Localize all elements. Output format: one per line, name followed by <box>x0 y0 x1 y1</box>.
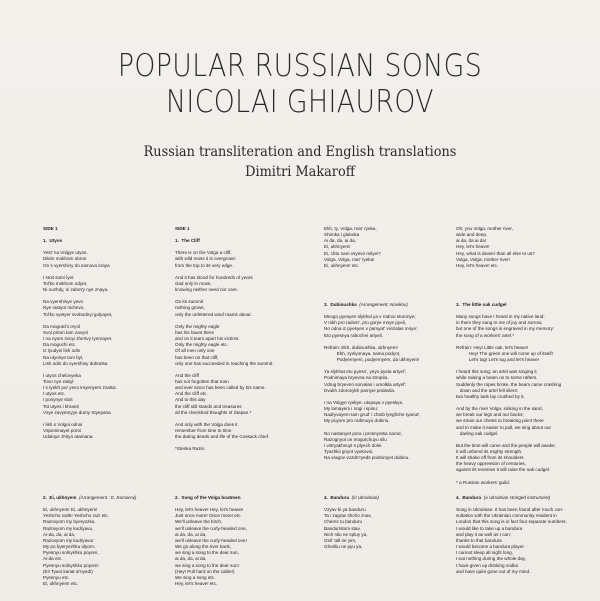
song-credit: (in Ukrainian) <box>351 495 379 500</box>
song-title: 2. Song of the Volga boatmen <box>175 495 241 500</box>
lyric-line: I heard this song; an artel was singing it <box>456 369 537 375</box>
lyric-line: On s vyershiny do samovo kraya <box>43 262 110 268</box>
lyric-line: And only with the Volga does it <box>175 421 238 427</box>
lyric-line: the heavy oppression of centuries, <box>456 461 526 467</box>
lyric-line: Gnil' tall ne yim, <box>324 537 357 543</box>
lyric-line: Tovo nye zabyl <box>43 378 74 384</box>
lyric-line: we break our legs and our backs; <box>456 412 524 418</box>
song-credit: (a Ukrainian stringed instrument) <box>483 495 551 500</box>
lyric-line: and have quite gone out of my mind. <box>456 568 531 574</box>
lyric-line: Of all men only one <box>175 348 215 354</box>
lyric-line: * a Russian workers' guild. <box>456 479 510 485</box>
lyric-line: while raising a beam on to some rafters. <box>456 375 538 381</box>
lyric-line: Tol'ko mokhom odyet, <box>43 280 88 286</box>
song-title: 2. Ei, ukhnyem <box>43 495 77 500</box>
lyric-line: ai da, da, ai da, <box>175 556 207 562</box>
side-label: SIDE 1 <box>175 226 190 231</box>
lyric-line: I utyos etc. <box>43 391 66 397</box>
lyric-line: in them they sang to me of joy and sorrow, <box>456 320 543 326</box>
lyrics-block <box>175 507 305 587</box>
lyric-line: My po byeryezhku idyom, <box>43 544 96 550</box>
lyric-line: Da mogutchi oryol <box>43 323 81 329</box>
lyric-line: two healthy lads lay crushed by it. <box>456 393 525 399</box>
lyric-line: Razovyom my kudryavu! <box>43 537 94 543</box>
lyric-line: My lamayem i nogi i spinu; <box>324 406 379 412</box>
lyric-line: Razognyot on mogutchuyu silu <box>324 436 387 442</box>
lyric-line: Suddenly the ropes broke, the beam came crashing <box>456 381 562 387</box>
lyrics-block <box>324 226 454 269</box>
lyric-line: Vsye zavyetnyye dumy Styepana <box>43 409 111 415</box>
lyric-line: from the top to its very edge. <box>175 262 234 268</box>
lyric-line: Yeshcho razik! Yeshcho raz! etc. <box>43 513 109 519</box>
lyric-line: Vspominayet poroi <box>43 428 82 434</box>
lyric-line: has been on that cliff, <box>175 354 219 360</box>
lyric-line: On its summit <box>175 299 204 305</box>
lyric-line: ai da, da, ai da, <box>175 531 207 537</box>
lyric-line: I would like to take up a bandura <box>456 525 523 531</box>
lyric-line: Many songs have I heard in my native land; <box>456 314 545 320</box>
lyric-line: I eat nothing during the whole day, <box>456 556 526 562</box>
lyric-line: with wild moss it is overgrown <box>175 256 236 262</box>
lyric-line: Ei, ukhnyem! etc. <box>43 581 79 587</box>
song-title-line <box>324 495 454 501</box>
lyric-line: Only the mighty eagle etc. <box>175 342 229 348</box>
lyric-line: Vdrug bryevno sorvalas i umolkla artyel': <box>324 381 407 387</box>
lyric-line: No odna iz pyesyen v pamyat' vrezalas mnye: <box>324 326 418 332</box>
lyric-line: we'll unleave the curly-headed one! <box>175 537 247 543</box>
lyric-line: Hey, let's heave! Hey, let's heave! <box>175 507 244 513</box>
lyric-line: Tyazhkii gnyot vyekovoi, <box>324 448 374 454</box>
lyric-line: Pyesnyu solnyshku poyom, <box>43 550 99 556</box>
lyric-line: Only the mighty eagle <box>175 323 220 329</box>
lyric-line: And to this day <box>175 397 206 403</box>
column-3-mid <box>324 302 454 461</box>
lyric-line: Ei, ukhnyem! <box>324 244 351 250</box>
lyric-line: nothing grows, <box>175 305 205 311</box>
lyric-line: Nadryvayem tam grud' i chtob lyeghche tyanut', <box>324 412 421 418</box>
song-credit: (Arrangement : E. Komarov) <box>79 495 137 500</box>
lyric-line: and to make it easier to pull, we sing about our <box>456 424 551 430</box>
song-title: 3. Dubinushka <box>324 302 357 307</box>
column-4-mid <box>456 302 586 486</box>
column-3-lower <box>324 495 454 550</box>
column-3 <box>324 226 454 269</box>
lyric-line: Svoi priton tam zavyol <box>43 329 88 335</box>
lyric-line: Cherez tu banduru <box>324 519 363 525</box>
lyric-line: Razovyom my byeryozku, <box>43 519 96 525</box>
lyric-line: I cannot sleep all night long, <box>456 550 513 556</box>
subtitle: Russian transliteration and English translations <box>143 144 457 160</box>
lyric-line: the daring deeds and life of the Cossack chief. <box>175 434 270 440</box>
lyric-line: Shiroka i gluboka <box>324 232 360 238</box>
column-1-lower <box>43 495 173 587</box>
lyric-line: Volga, Volga, mother river! <box>456 256 510 262</box>
lyric-line: We go along the river bank, <box>175 544 232 550</box>
lyric-line: Vzyav bi ya banduru <box>324 507 366 513</box>
lyric-line: we strain our chests to breaking point there <box>456 418 544 424</box>
lyric-line: Ei, ukhnyem! Ei, ukhnyem! <box>43 507 98 513</box>
lyric-line: I have given up drinking vodka <box>456 562 519 568</box>
lyric-line: Na vragov vozdn'ryeds podnimyet dubinu. <box>324 455 410 461</box>
lyric-line: Hey, let's heave! etc. <box>175 581 218 587</box>
lyric-line: Ekh, zyelyonaya, sama podyot, <box>324 350 401 356</box>
lyric-line: wide and deep, <box>456 232 488 238</box>
lyrics-block <box>456 314 586 486</box>
lyrics-block <box>324 314 454 461</box>
lyric-line: Refrain: Hey! Little oak, let's heave! <box>456 344 529 350</box>
lyric-line: I vstryakhnuyt s plyech dolei <box>324 442 382 448</box>
lyric-line: *Stenka Razin. <box>175 446 206 452</box>
lyric-line: only one has succeeded in reaching the summit. <box>175 360 274 366</box>
song-title: 4. Bandura <box>324 495 350 500</box>
lyric-line: the song of a workers' artel.* <box>456 332 515 338</box>
lyric-line: Ni nuzhdy, ni zabot'y nye znaya. <box>43 287 109 293</box>
artist-name: NICOLAI GHIAUROV <box>166 84 434 120</box>
lyric-line: Hey, let's heave! etc. <box>456 262 499 268</box>
lyric-line: It will shake off from its shoulders <box>456 455 524 461</box>
lyric-line: Podnimaya bryevna na stropila. <box>324 375 389 381</box>
lyric-line: against its enemies it will raise the oak cudgel. <box>456 467 551 473</box>
lyric-line: I ponynye stoit <box>43 397 73 403</box>
lyric-line: Ei, chto nam vsyevo milyei? <box>324 250 381 256</box>
song-credit: (Arrangement: Novikov) <box>359 302 408 307</box>
lyrics-block <box>43 250 173 440</box>
lyric-line: Tot utyes i khranit <box>43 403 79 409</box>
column-4-lower <box>456 495 586 575</box>
lyric-line: London that this song is in fact four separate numbers. <box>456 519 567 525</box>
lyric-line: Let's tug! Let's tug and let's heave! <box>456 357 540 363</box>
lyric-line: and ever since has been called by his name. <box>175 385 266 391</box>
lyric-line: Ta i zagrav shcho znav, <box>324 513 372 519</box>
lyric-line: Hey, what is dearer than all else to us? <box>456 250 535 256</box>
lyric-line: darling oak cudgel. <box>456 430 499 436</box>
lyric-line: thanks to that bandura <box>456 537 502 543</box>
song-title-line <box>456 495 586 501</box>
lyric-line: has not forgotten that man <box>175 378 229 384</box>
lyric-line: My poyom pro rodimuyu dubinu. <box>324 418 390 424</box>
lyric-line: Refrain: Ekh, dubinushka, ukhnyem! <box>324 344 398 350</box>
lyric-line: Hey, let's heave! <box>456 244 490 250</box>
lyric-line: I na Volgye ryekye, utopaya v pyeskye, <box>324 399 404 405</box>
lyric-line: and on it tears apart his victims. <box>175 336 240 342</box>
lyric-line: No nastanyet pora i prosnyotsa narod, <box>324 430 402 436</box>
lyric-line: But the time will come and the people will awake; <box>456 442 556 448</box>
lyric-line: Ai-da, da, ai da, <box>43 531 76 537</box>
lyric-line: Ya slykhat etu pyesn', yeyo pyela artyel'; <box>324 369 407 375</box>
lyric-line: Lish odin do vyershiny dobralsa <box>43 360 108 366</box>
lyric-line: Iz lyudyei lish odin <box>43 348 81 354</box>
lyric-line: all the cherished thoughts of Stepan.* <box>175 409 252 415</box>
lyric-line: Ghoriliu ne pyu ya, <box>324 544 363 550</box>
lyric-line: We sing a song etc. <box>175 574 216 580</box>
lyric-line: Mnogo pyesyen slykhal ya v rodnoi storonye; <box>324 314 416 320</box>
lyric-line: I lish s Volgoi odnoi <box>43 421 83 427</box>
lyric-line: Dikim mokhom obros <box>43 256 87 262</box>
lyric-line: Udaloye zhityo atamana. <box>43 434 94 440</box>
lyric-line: Dvukh zdorovykh parnyei pridavila. <box>324 387 396 393</box>
column-2-lower <box>175 495 305 587</box>
lyric-line: we sing a song to the dear sun! <box>175 562 239 568</box>
lyric-line: down and the artel fell silent: <box>456 387 519 393</box>
lyric-line: it will unbend its mighty strength. <box>456 448 523 454</box>
lyric-line: knowing neither need nor care. <box>175 287 239 293</box>
lyrics-block <box>456 507 586 575</box>
lyric-line: Podyernyem, podyernyem, da ukhnyem! <box>324 357 420 363</box>
lyric-line: Pyesnyu solnyshku poyom! <box>43 562 99 568</box>
lyric-line: There is on the Volga a cliff, <box>175 250 232 256</box>
translator-name: Dimitri Makaroff <box>245 164 355 180</box>
lyrics-block <box>175 250 305 452</box>
lyric-line: I na nyom svoyi zhertvy tyerzayet. <box>43 336 113 342</box>
song-title: 3. The little oak cudgel <box>456 302 507 307</box>
lyrics-block <box>43 507 173 587</box>
song-title: 1. The Cliff <box>175 238 200 244</box>
lyric-line: Ai da, da, ai da, <box>324 238 356 244</box>
lyric-line: And the cliff <box>175 372 199 378</box>
lyric-line: (Hey! Pull hard on the cable!) <box>175 568 235 574</box>
lyric-line: Bandurístom stav. <box>324 525 361 531</box>
lyric-line: Volga, Volga, mat' ryeka! <box>324 256 375 262</box>
lyric-line: sultation with the Ukrainian community resident in <box>456 513 557 519</box>
lyric-line: Da moguchi etc. <box>43 342 77 348</box>
song-title-line <box>43 495 173 501</box>
column-1 <box>43 226 173 440</box>
lyric-line: Eto pyesnya rabochei artyeli. <box>324 332 383 338</box>
lyric-line: only the unfettered wind roams about. <box>175 311 252 317</box>
lyric-line: Ekh, ty, Volga, mat' ryeka, <box>324 226 377 231</box>
lyrics-block <box>456 226 586 269</box>
lyric-line: Hey! The green one will come up of itself! <box>456 350 553 356</box>
lyric-line: and play it as well as I can; <box>456 531 511 537</box>
lyric-line: the cliff still stands and treasures <box>175 403 242 409</box>
lyric-line: Nye rastyot nichevo, <box>43 305 85 311</box>
lyric-line: And the cliff etc. <box>175 391 208 397</box>
lyric-line: Na vyershinye yevo <box>43 299 84 305</box>
lyric-line: I would become a bandura player. <box>456 544 525 550</box>
lyric-line: Sung in Ukrainian. It has been found after much con- <box>456 507 564 513</box>
lyric-line: Oh, you Volga, mother river, <box>456 226 513 231</box>
lyric-line: Pyesnyu etc. <box>43 574 70 580</box>
side-label: SIDE 1 <box>43 226 58 231</box>
lyric-line: I s tyekh por yevo imyenyem zvalsa. <box>43 385 117 391</box>
song-title: 1. Utyos <box>43 238 63 244</box>
lyric-line: Na utyosye tom byl, <box>43 354 84 360</box>
column-4 <box>456 226 586 269</box>
lyric-line: Tol'ko vyetyer svobodnyi gulyayet, <box>43 311 113 317</box>
lyrics-block <box>324 507 454 550</box>
lyric-line: And it has stood for hundreds of years <box>175 274 253 280</box>
song-title: 4. Bandura <box>456 495 482 500</box>
lyric-line: I stoit sotni lyet <box>43 274 74 280</box>
lyric-line: Ai-da etc. <box>43 556 63 562</box>
lyric-line: but one of the songs is engraved in my memory: <box>456 326 555 332</box>
lyric-line: (Ei! Tyani kanat si'nyed!) <box>43 568 93 574</box>
lyric-line: Yest' na Volgye utyos, <box>43 250 88 256</box>
lyric-line: Ei, ukhnyem! etc. <box>324 262 360 268</box>
lyric-line: Razovyom my kudryavu, <box>43 525 94 531</box>
lyric-line: I utyos chelovyeka <box>43 372 81 378</box>
lyric-line: has his haunt there <box>175 329 215 335</box>
lyric-line: Nich nilu ne spluy ya, <box>324 531 368 537</box>
lyric-line: ai da, da ai da! <box>456 238 487 244</box>
column-2 <box>175 226 305 453</box>
lyric-line: And by the river Volga, sinking in the sand, <box>456 406 543 412</box>
song-title-line <box>324 302 454 308</box>
lyric-line: we sing a song to the dear sun, <box>175 550 239 556</box>
lyric-line: We'll unleave the birch, <box>175 519 223 525</box>
lyric-line: V nikh pro radost', pro gorye mnye pyeli, <box>324 320 407 326</box>
album-title: POPULAR RUSSIAN SONGS <box>117 48 483 84</box>
lyric-line: remember from time to time <box>175 428 232 434</box>
lyric-line: we'll unleave the curly-headed one, <box>175 525 247 531</box>
lyric-line: clad only in moss, <box>175 280 212 286</box>
lyric-line: Just once more! Once more! etc. <box>175 513 242 519</box>
